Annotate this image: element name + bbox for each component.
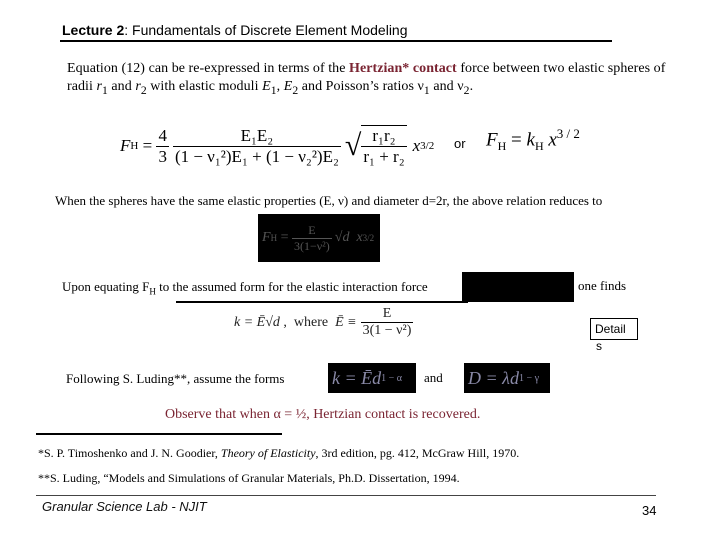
intro-text: and Poisson’s ratios ν [298,79,424,94]
fraction-denominator: r₁ + r₂ [363,147,405,166]
details-button[interactable]: Detail [590,318,638,340]
fraction-numerator: 4 [158,125,167,145]
fraction-numerator: r₁r₂ [361,126,406,147]
var-r: r [96,79,102,94]
equals-sign: = [277,230,292,245]
var-r: r [135,79,141,94]
eq-lhs-sub: H [270,233,278,243]
exponent: 3/2 [420,140,435,152]
exponent: 1 − γ [518,372,540,384]
footnote-divider [36,433,282,435]
var-x: x [548,129,557,151]
intro-text: , [276,79,284,94]
hertz-force-equation [120,118,434,174]
equals-sign: = [138,136,157,155]
moduli-fraction [173,126,341,167]
fraction-denominator: (1 − ν₁²)E₁ + (1 − ν₂²)E₂ [174,146,339,166]
fraction-denominator: 3(1−ν²) [293,238,330,253]
footer-divider [36,495,656,496]
var-k: k [526,129,535,151]
var-e: E [262,79,271,94]
where-text: , where [279,314,336,330]
book-title: Theory of Elasticity [220,446,316,460]
ebar-fraction [361,306,414,339]
or-label: or [454,136,466,151]
observe-note: Observe that when α = ½, Hertzian contact is recovered. [165,407,481,422]
footnote-timoshenko [38,446,519,461]
stiffness-result-equation [234,306,413,339]
fraction-numerator: E₁E₂ [173,126,341,147]
eq-lhs-sub: H [497,139,507,154]
reduced-fraction [292,223,332,254]
fraction-numerator: E [292,223,332,239]
intro-text: . [469,79,474,94]
same-properties-text: When the spheres have the same elastic properties (E, ν) and diameter d=2r, the above relation reduces to [55,193,603,208]
header-divider [60,40,612,42]
intro-paragraph [67,60,667,100]
equating-text-part: to the assumed form for the elastic interaction force [155,279,428,294]
damping-form-equation [464,363,550,393]
footnote-text: , 3rd edition, pg. 412, McGraw Hill, 1970. [315,446,520,460]
footnote-text: *S. P. Timoshenko and J. N. Goodier, [38,446,221,460]
following-luding-text: Following S. Luding**, assume the forms [66,371,285,386]
details-button-wrap[interactable]: s [596,339,602,353]
slide-header [62,22,408,38]
page-number: 34 [642,503,657,518]
assumed-force-image [462,272,574,302]
fraction-numerator: E [361,306,414,323]
equating-text-part: Upon equating F [62,279,150,294]
and-word: and [424,370,443,385]
sqrt-symbol: √ [344,129,362,162]
intro-text: and ν [429,79,464,94]
var-k-sub: H [534,139,544,154]
subscript: 2 [140,83,147,97]
reduced-hertz-equation [258,214,380,262]
hertz-stiffness-equation [486,126,580,154]
fraction-denominator: 3 [158,146,167,166]
damping-form: D = λd [468,367,519,388]
fraction-denominator: 3(1 − ν²) [362,323,412,338]
equals-sign: = [506,129,527,151]
one-finds-text: one finds [578,278,627,293]
lab-name: Granular Science Lab - NJIT [42,499,207,514]
subscript: 1 [101,83,108,97]
equation-underline [176,301,468,303]
equating-text [62,279,428,297]
subscript: 2 [463,83,470,97]
stiffness-form: k = Ēd [332,367,382,388]
intro-text: force between two elastic spheres of radii [67,61,666,94]
k-expression: k = Ē√d [234,314,280,330]
subscript: H [149,286,156,297]
footnote-luding: **S. Luding, “Models and Simulations of Granular Materials, Ph.D. Dissertation, 1994. [38,471,460,485]
exponent: 3 / 2 [556,126,580,141]
exponent: 3/2 [362,233,375,243]
lecture-label: Lecture 2 [62,22,125,38]
intro-text: Equation (12) can be re-expressed in terms of the [67,61,350,76]
constant-fraction [156,126,169,167]
eq-lhs: F [262,230,271,245]
ebar-definition: Ē ≡ [335,314,357,330]
subscript: 1 [270,83,277,97]
radii-fraction [361,125,406,167]
subscript: 1 [423,83,430,97]
exponent: 1 − α [381,372,403,384]
intro-text: with elastic moduli [146,79,263,94]
eq-lhs: F [120,136,131,155]
var-e: E [283,79,293,94]
lecture-title: : Fundamentals of Discrete Element Modeling [124,22,408,38]
eq-lhs: F [486,129,498,151]
intro-text: and [107,79,136,94]
eq-lhs-sub: H [130,140,139,152]
subscript: 2 [292,83,299,97]
stiffness-form-equation [328,363,416,393]
hertzian-contact-term: Hertzian* contact [349,61,457,76]
var-x: x [412,136,421,155]
sqrt-d-x: √d x [334,230,363,245]
